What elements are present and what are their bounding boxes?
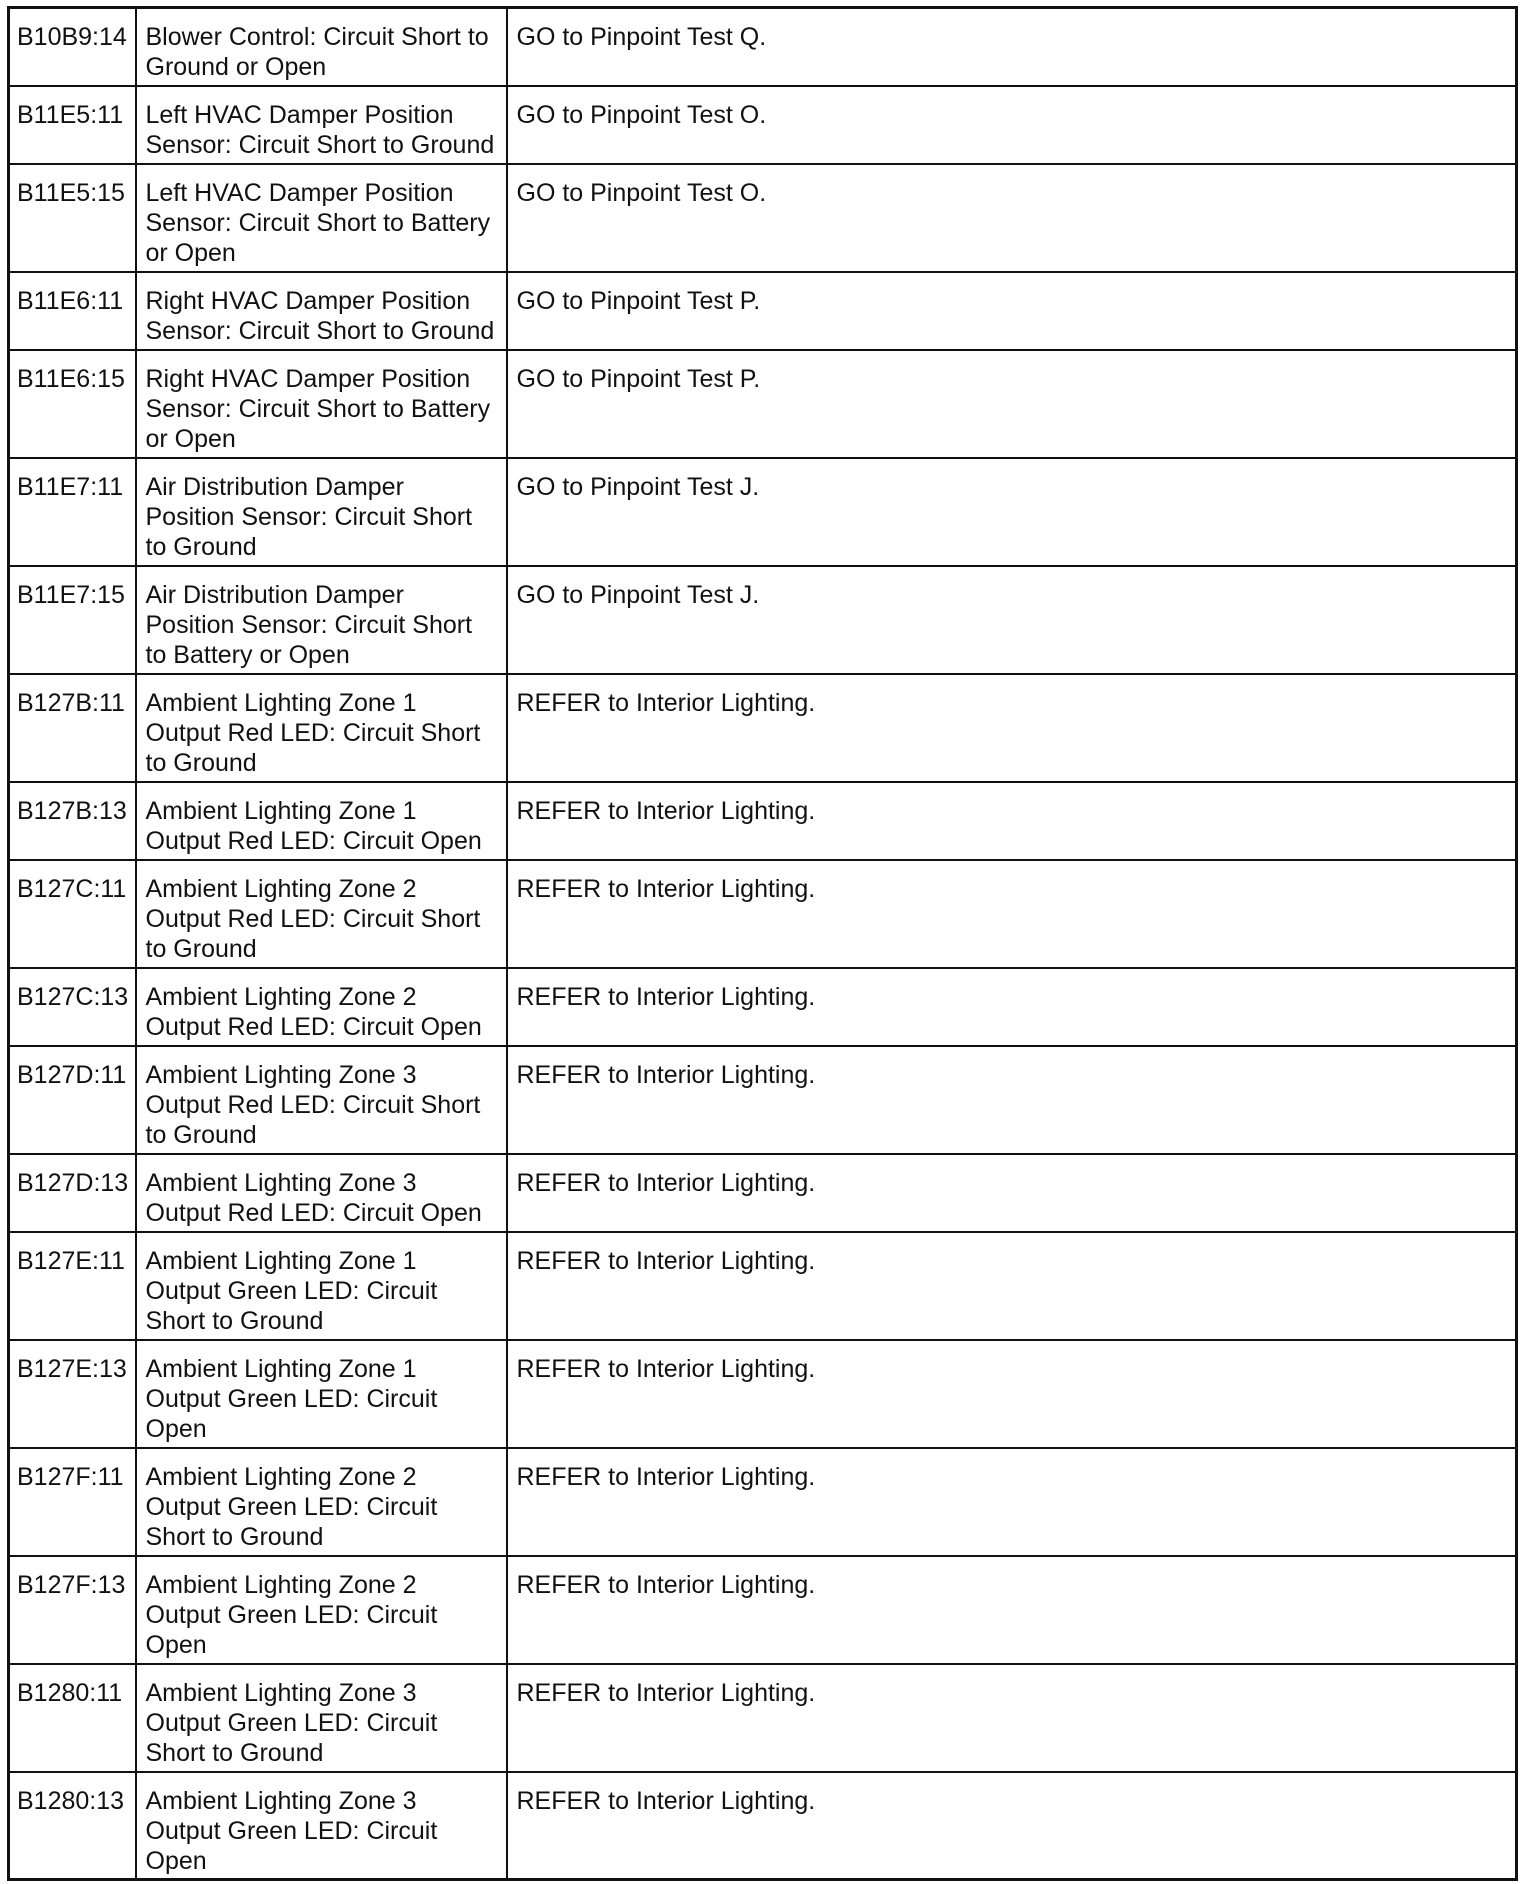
table-row <box>9 782 1517 860</box>
dtc-description-cell: Ambient Lighting Zone 2 Output Green LED: Circuit Short to Ground <box>136 1448 507 1556</box>
dtc-code-cell: B10B9:14 <box>9 8 136 86</box>
dtc-description-cell: Ambient Lighting Zone 3 Output Green LED: Circuit Open <box>136 1772 507 1880</box>
dtc-code-cell: B127D:13 <box>9 1154 136 1232</box>
dtc-action-cell: GO to Pinpoint Test J. <box>507 566 1517 674</box>
dtc-description-cell: Ambient Lighting Zone 2 Output Red LED: Circuit Short to Ground <box>136 860 507 968</box>
dtc-action-cell: REFER to Interior Lighting. <box>507 1664 1517 1772</box>
dtc-action-cell: GO to Pinpoint Test O. <box>507 164 1517 272</box>
dtc-description-cell: Left HVAC Damper Position Sensor: Circuit Short to Ground <box>136 86 507 164</box>
dtc-description-cell: Air Distribution Damper Position Sensor: Circuit Short to Battery or Open <box>136 566 507 674</box>
dtc-code-cell: B127F:13 <box>9 1556 136 1664</box>
table-row <box>9 1154 1517 1232</box>
dtc-description-cell: Ambient Lighting Zone 1 Output Green LED: Circuit Short to Ground <box>136 1232 507 1340</box>
table-row <box>9 1046 1517 1154</box>
dtc-code-cell: B1280:13 <box>9 1772 136 1880</box>
dtc-action-cell: REFER to Interior Lighting. <box>507 860 1517 968</box>
dtc-description-cell: Ambient Lighting Zone 3 Output Green LED: Circuit Short to Ground <box>136 1664 507 1772</box>
dtc-action-cell: GO to Pinpoint Test P. <box>507 350 1517 458</box>
dtc-description-cell: Ambient Lighting Zone 3 Output Red LED: Circuit Short to Ground <box>136 1046 507 1154</box>
dtc-description-cell: Ambient Lighting Zone 1 Output Green LED: Circuit Open <box>136 1340 507 1448</box>
dtc-description-cell: Right HVAC Damper Position Sensor: Circuit Short to Ground <box>136 272 507 350</box>
dtc-description-cell: Ambient Lighting Zone 3 Output Red LED: Circuit Open <box>136 1154 507 1232</box>
dtc-code-cell: B127C:11 <box>9 860 136 968</box>
dtc-action-cell: GO to Pinpoint Test P. <box>507 272 1517 350</box>
dtc-action-cell: GO to Pinpoint Test Q. <box>507 8 1517 86</box>
dtc-code-cell: B11E6:11 <box>9 272 136 350</box>
dtc-description-cell: Ambient Lighting Zone 1 Output Red LED: Circuit Short to Ground <box>136 674 507 782</box>
dtc-code-cell: B127B:11 <box>9 674 136 782</box>
dtc-table-sheet <box>7 6 1515 1881</box>
dtc-action-cell: GO to Pinpoint Test O. <box>507 86 1517 164</box>
table-row <box>9 1664 1517 1772</box>
table-row <box>9 1232 1517 1340</box>
dtc-code-cell: B127C:13 <box>9 968 136 1046</box>
dtc-description-cell: Left HVAC Damper Position Sensor: Circuit Short to Battery or Open <box>136 164 507 272</box>
dtc-action-cell: REFER to Interior Lighting. <box>507 968 1517 1046</box>
dtc-action-cell: REFER to Interior Lighting. <box>507 1340 1517 1448</box>
dtc-code-cell: B127D:11 <box>9 1046 136 1154</box>
dtc-description-cell: Ambient Lighting Zone 1 Output Red LED: Circuit Open <box>136 782 507 860</box>
table-row <box>9 566 1517 674</box>
dtc-description-cell: Right HVAC Damper Position Sensor: Circuit Short to Battery or Open <box>136 350 507 458</box>
dtc-code-cell: B11E5:11 <box>9 86 136 164</box>
table-row <box>9 350 1517 458</box>
table-row <box>9 1772 1517 1880</box>
dtc-code-cell: B127B:13 <box>9 782 136 860</box>
dtc-code-cell: B11E6:15 <box>9 350 136 458</box>
table-row <box>9 8 1517 86</box>
table-row <box>9 1448 1517 1556</box>
dtc-code-cell: B11E7:15 <box>9 566 136 674</box>
dtc-code-cell: B1280:11 <box>9 1664 136 1772</box>
dtc-action-cell: REFER to Interior Lighting. <box>507 1556 1517 1664</box>
dtc-action-cell: REFER to Interior Lighting. <box>507 674 1517 782</box>
dtc-description-cell: Blower Control: Circuit Short to Ground or Open <box>136 8 507 86</box>
table-row <box>9 1340 1517 1448</box>
dtc-code-cell: B127F:11 <box>9 1448 136 1556</box>
dtc-code-cell: B11E5:15 <box>9 164 136 272</box>
dtc-code-cell: B127E:11 <box>9 1232 136 1340</box>
dtc-code-cell: B11E7:11 <box>9 458 136 566</box>
dtc-description-cell: Air Distribution Damper Position Sensor: Circuit Short to Ground <box>136 458 507 566</box>
table-row <box>9 1556 1517 1664</box>
table-row <box>9 674 1517 782</box>
dtc-code-cell: B127E:13 <box>9 1340 136 1448</box>
dtc-action-cell: REFER to Interior Lighting. <box>507 1772 1517 1880</box>
table-row <box>9 458 1517 566</box>
table-row <box>9 968 1517 1046</box>
dtc-action-cell: REFER to Interior Lighting. <box>507 1232 1517 1340</box>
dtc-action-cell: REFER to Interior Lighting. <box>507 1448 1517 1556</box>
dtc-description-cell: Ambient Lighting Zone 2 Output Red LED: Circuit Open <box>136 968 507 1046</box>
table-row <box>9 860 1517 968</box>
dtc-action-cell: GO to Pinpoint Test J. <box>507 458 1517 566</box>
table-row <box>9 86 1517 164</box>
dtc-table <box>7 6 1518 1881</box>
dtc-action-cell: REFER to Interior Lighting. <box>507 1154 1517 1232</box>
table-row <box>9 164 1517 272</box>
dtc-description-cell: Ambient Lighting Zone 2 Output Green LED: Circuit Open <box>136 1556 507 1664</box>
dtc-action-cell: REFER to Interior Lighting. <box>507 1046 1517 1154</box>
dtc-action-cell: REFER to Interior Lighting. <box>507 782 1517 860</box>
table-row <box>9 272 1517 350</box>
